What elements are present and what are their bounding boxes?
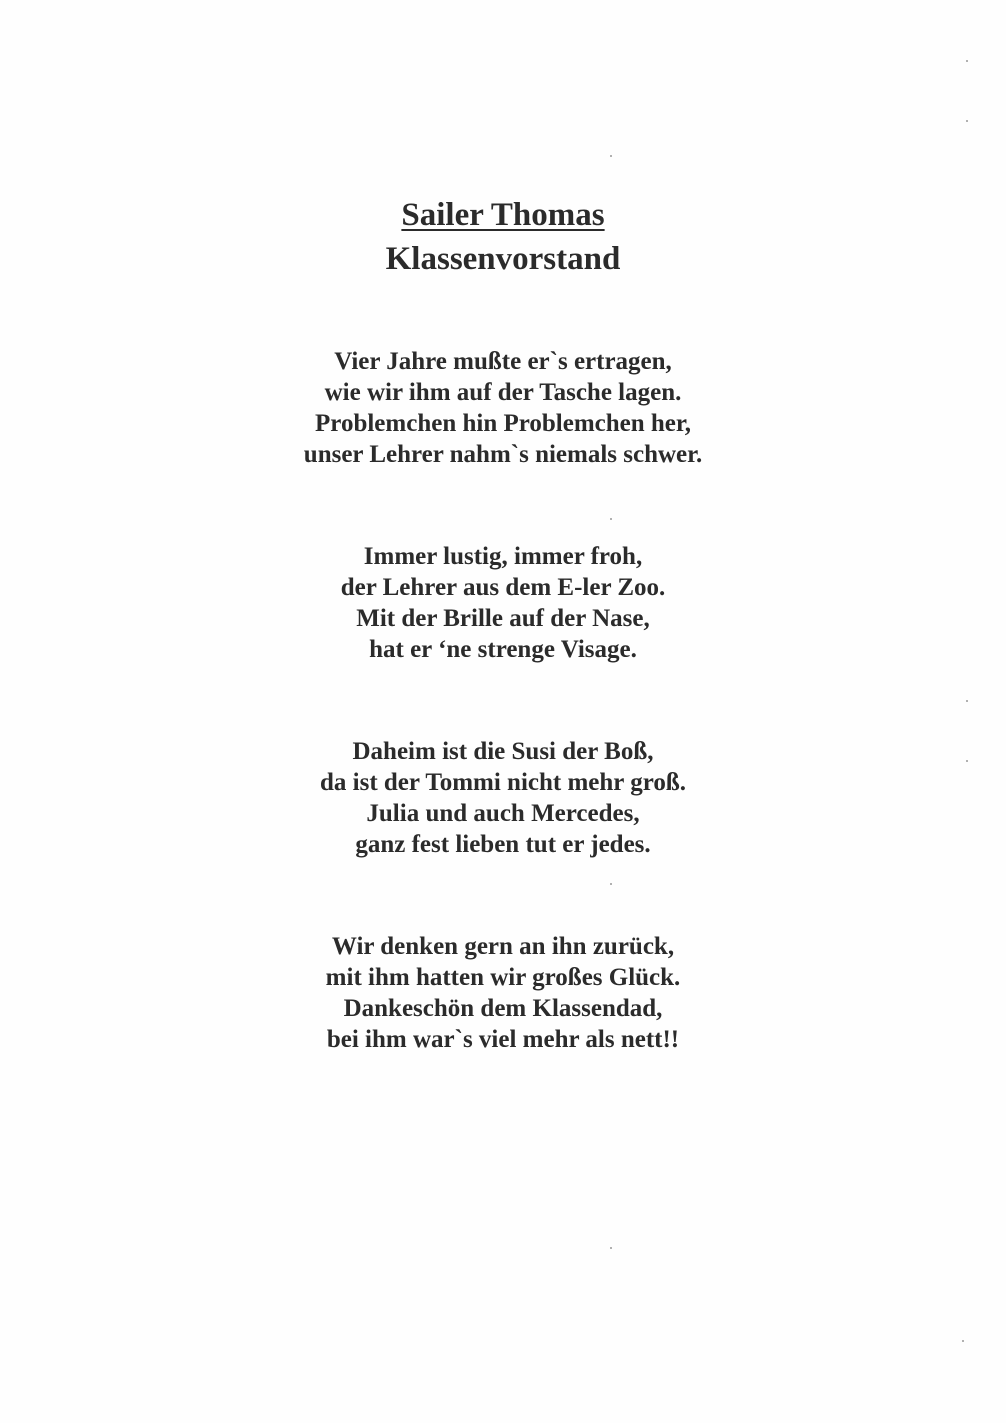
scan-speck [610, 1247, 612, 1249]
poem-line: Mit der Brille auf der Nase, [356, 605, 650, 632]
poem-stanza-2 [0, 541, 1006, 665]
poem-line: der Lehrer aus dem E-ler Zoo. [340, 574, 666, 601]
scan-speck [966, 760, 968, 762]
poem-line: da ist der Tommi nicht mehr groß. [319, 769, 686, 796]
page-subtitle: Klassenvorstand [385, 241, 621, 277]
poem-line: Julia und auch Mercedes, [366, 800, 640, 827]
poem-line: wie wir ihm auf der Tasche lagen. [324, 379, 682, 406]
scan-speck [962, 1340, 964, 1342]
poem-line: mit ihm hatten wir großes Glück. [325, 964, 681, 991]
scan-speck [610, 155, 612, 157]
scan-speck [966, 700, 968, 702]
scan-speck [610, 883, 612, 885]
poem-line: ganz fest lieben tut er jedes. [355, 831, 651, 858]
poem-line: Problemchen hin Problemchen her, [315, 410, 691, 437]
poem-line: unser Lehrer nahm`s niemals schwer. [303, 441, 703, 468]
poem-line: Daheim ist die Susi der Boß, [352, 738, 654, 765]
scan-speck [966, 60, 968, 62]
poem-stanza-4 [0, 931, 1006, 1055]
poem-line: Wir denken gern an ihn zurück, [331, 933, 675, 960]
poem-line: hat er ‘ne strenge Visage. [369, 636, 637, 663]
page-title: Sailer Thomas [401, 197, 605, 233]
poem-line: Vier Jahre mußte er`s ertragen, [334, 348, 672, 375]
poem-stanza-3 [0, 736, 1006, 860]
title-block [0, 193, 1006, 281]
scan-speck [610, 518, 612, 520]
poem-line: Immer lustig, immer froh, [363, 543, 643, 570]
poem-stanza-1 [0, 346, 1006, 470]
scan-speck [966, 120, 968, 122]
poem-line: bei ihm war`s viel mehr als nett!! [326, 1026, 680, 1053]
poem-line: Dankeschön dem Klassendad, [343, 995, 663, 1022]
